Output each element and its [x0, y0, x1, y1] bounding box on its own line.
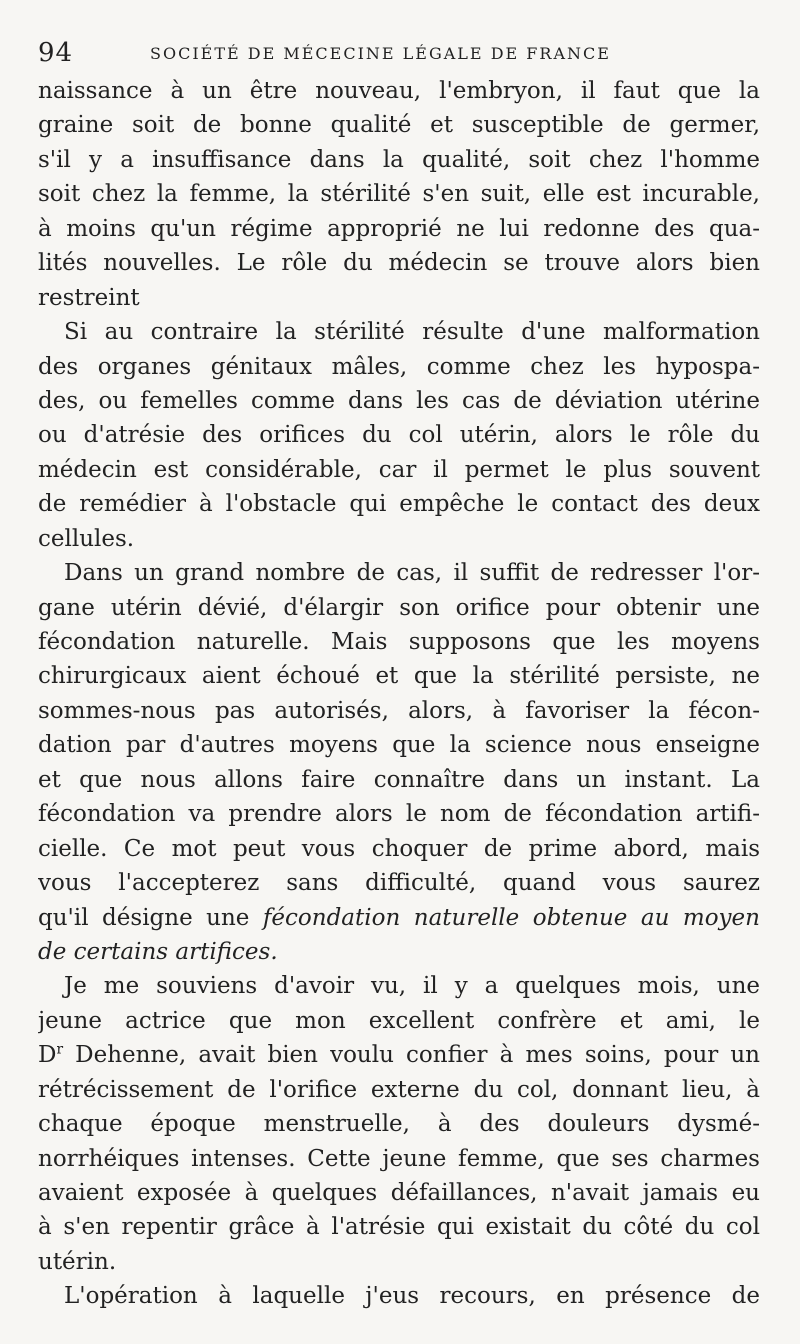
- text-line: avaient exposée à quelques défaillances, n'avait jamais eu: [38, 1180, 760, 1206]
- body-text: [38, 74, 760, 1314]
- text-line: ou d'atrésie des orifices du col utérin, alors le rôle du: [38, 422, 760, 449]
- superscript: r: [56, 1041, 64, 1058]
- text-line: s'il y a insuffisance dans la qualité, soit chez l'homme: [38, 146, 760, 173]
- text-line: et que nous allons faire connaître dans un instant. La: [38, 766, 760, 793]
- text-line: médecin est considérable, car il permet le plus souvent: [38, 456, 760, 483]
- paragraph-start-line: Je me souviens d'avoir vu, il y a quelques mois, une: [64, 973, 760, 1000]
- text-line: gane utérin dévié, d'élargir son orifice pour obtenir une: [38, 594, 760, 621]
- text-line: [38, 901, 760, 935]
- running-head: SOCIÉTÉ DE MÉCECINE LÉGALE DE FRANCE: [150, 44, 611, 63]
- italic-text-span: fécondation naturelle obtenue au moyen: [262, 904, 760, 931]
- text-line: naissance à un être nouveau, l'embryon, il faut que la: [38, 78, 760, 104]
- text-line: chaque époque menstruelle, à des douleurs dysmé-: [38, 1111, 760, 1138]
- paragraph-start-line: Dans un grand nombre de cas, il suffit de redresser l'or-: [64, 560, 760, 587]
- text-line: jeune actrice que mon excellent confrère et ami, le: [38, 1007, 760, 1034]
- text-line: sommes-nous pas autorisés, alors, à favoriser la fécon-: [38, 697, 760, 724]
- text-line: fécondation naturelle. Mais supposons que les moyens: [38, 629, 760, 655]
- text-line: soit chez la femme, la stérilité s'en suit, elle est incurable,: [38, 181, 760, 208]
- text-line: norrhéiques intenses. Cette jeune femme, que ses charmes: [38, 1145, 760, 1172]
- text-line: des organes génitaux mâles, comme chez les hypospa-: [38, 353, 760, 380]
- text-line: cellules.: [38, 525, 135, 552]
- text-span: qu'il désigne une: [38, 904, 263, 931]
- text-span: D: [38, 1042, 57, 1069]
- text-line: [38, 1038, 760, 1072]
- italic-text-line: de certains artifices.: [38, 938, 278, 965]
- text-line: graine soit de bonne qualité et susceptible de germer,: [38, 112, 760, 139]
- text-line: dation par d'autres moyens que la science nous enseigne: [38, 732, 760, 759]
- text-line: restreint: [38, 284, 140, 311]
- text-line: cielle. Ce mot peut vous choquer de prime abord, mais: [38, 835, 760, 862]
- text-line: rétrécissement de l'orifice externe du col, donnant lieu, à: [38, 1076, 760, 1103]
- text-line: vous l'accepterez sans difficulté, quand vous saurez: [38, 870, 760, 897]
- paragraph-start-line: L'opération à laquelle j'eus recours, en présence de: [64, 1283, 760, 1310]
- text-line: des, ou femelles comme dans les cas de déviation utérine: [38, 387, 760, 414]
- text-line: à moins qu'un régime approprié ne lui redonne des qua-: [38, 215, 760, 242]
- text-span: Dehenne, avait bien voulu confier à mes soins, pour un: [63, 1042, 760, 1069]
- text-line: fécondation va prendre alors le nom de fécondation artifi-: [38, 801, 760, 828]
- text-line: de remédier à l'obstacle qui empêche le contact des deux: [38, 491, 760, 518]
- text-line: utérin.: [38, 1248, 117, 1275]
- paragraph-start-line: Si au contraire la stérilité résulte d'une malformation: [64, 319, 760, 346]
- text-line: à s'en repentir grâce à l'atrésie qui existait du côté du col: [38, 1214, 760, 1241]
- text-line: chirurgicaux aient échoué et que la stérilité persiste, ne: [38, 663, 760, 690]
- page-header: [38, 38, 760, 74]
- page-number: 94: [38, 38, 74, 68]
- text-line: lités nouvelles. Le rôle du médecin se trouve alors bien: [38, 250, 760, 277]
